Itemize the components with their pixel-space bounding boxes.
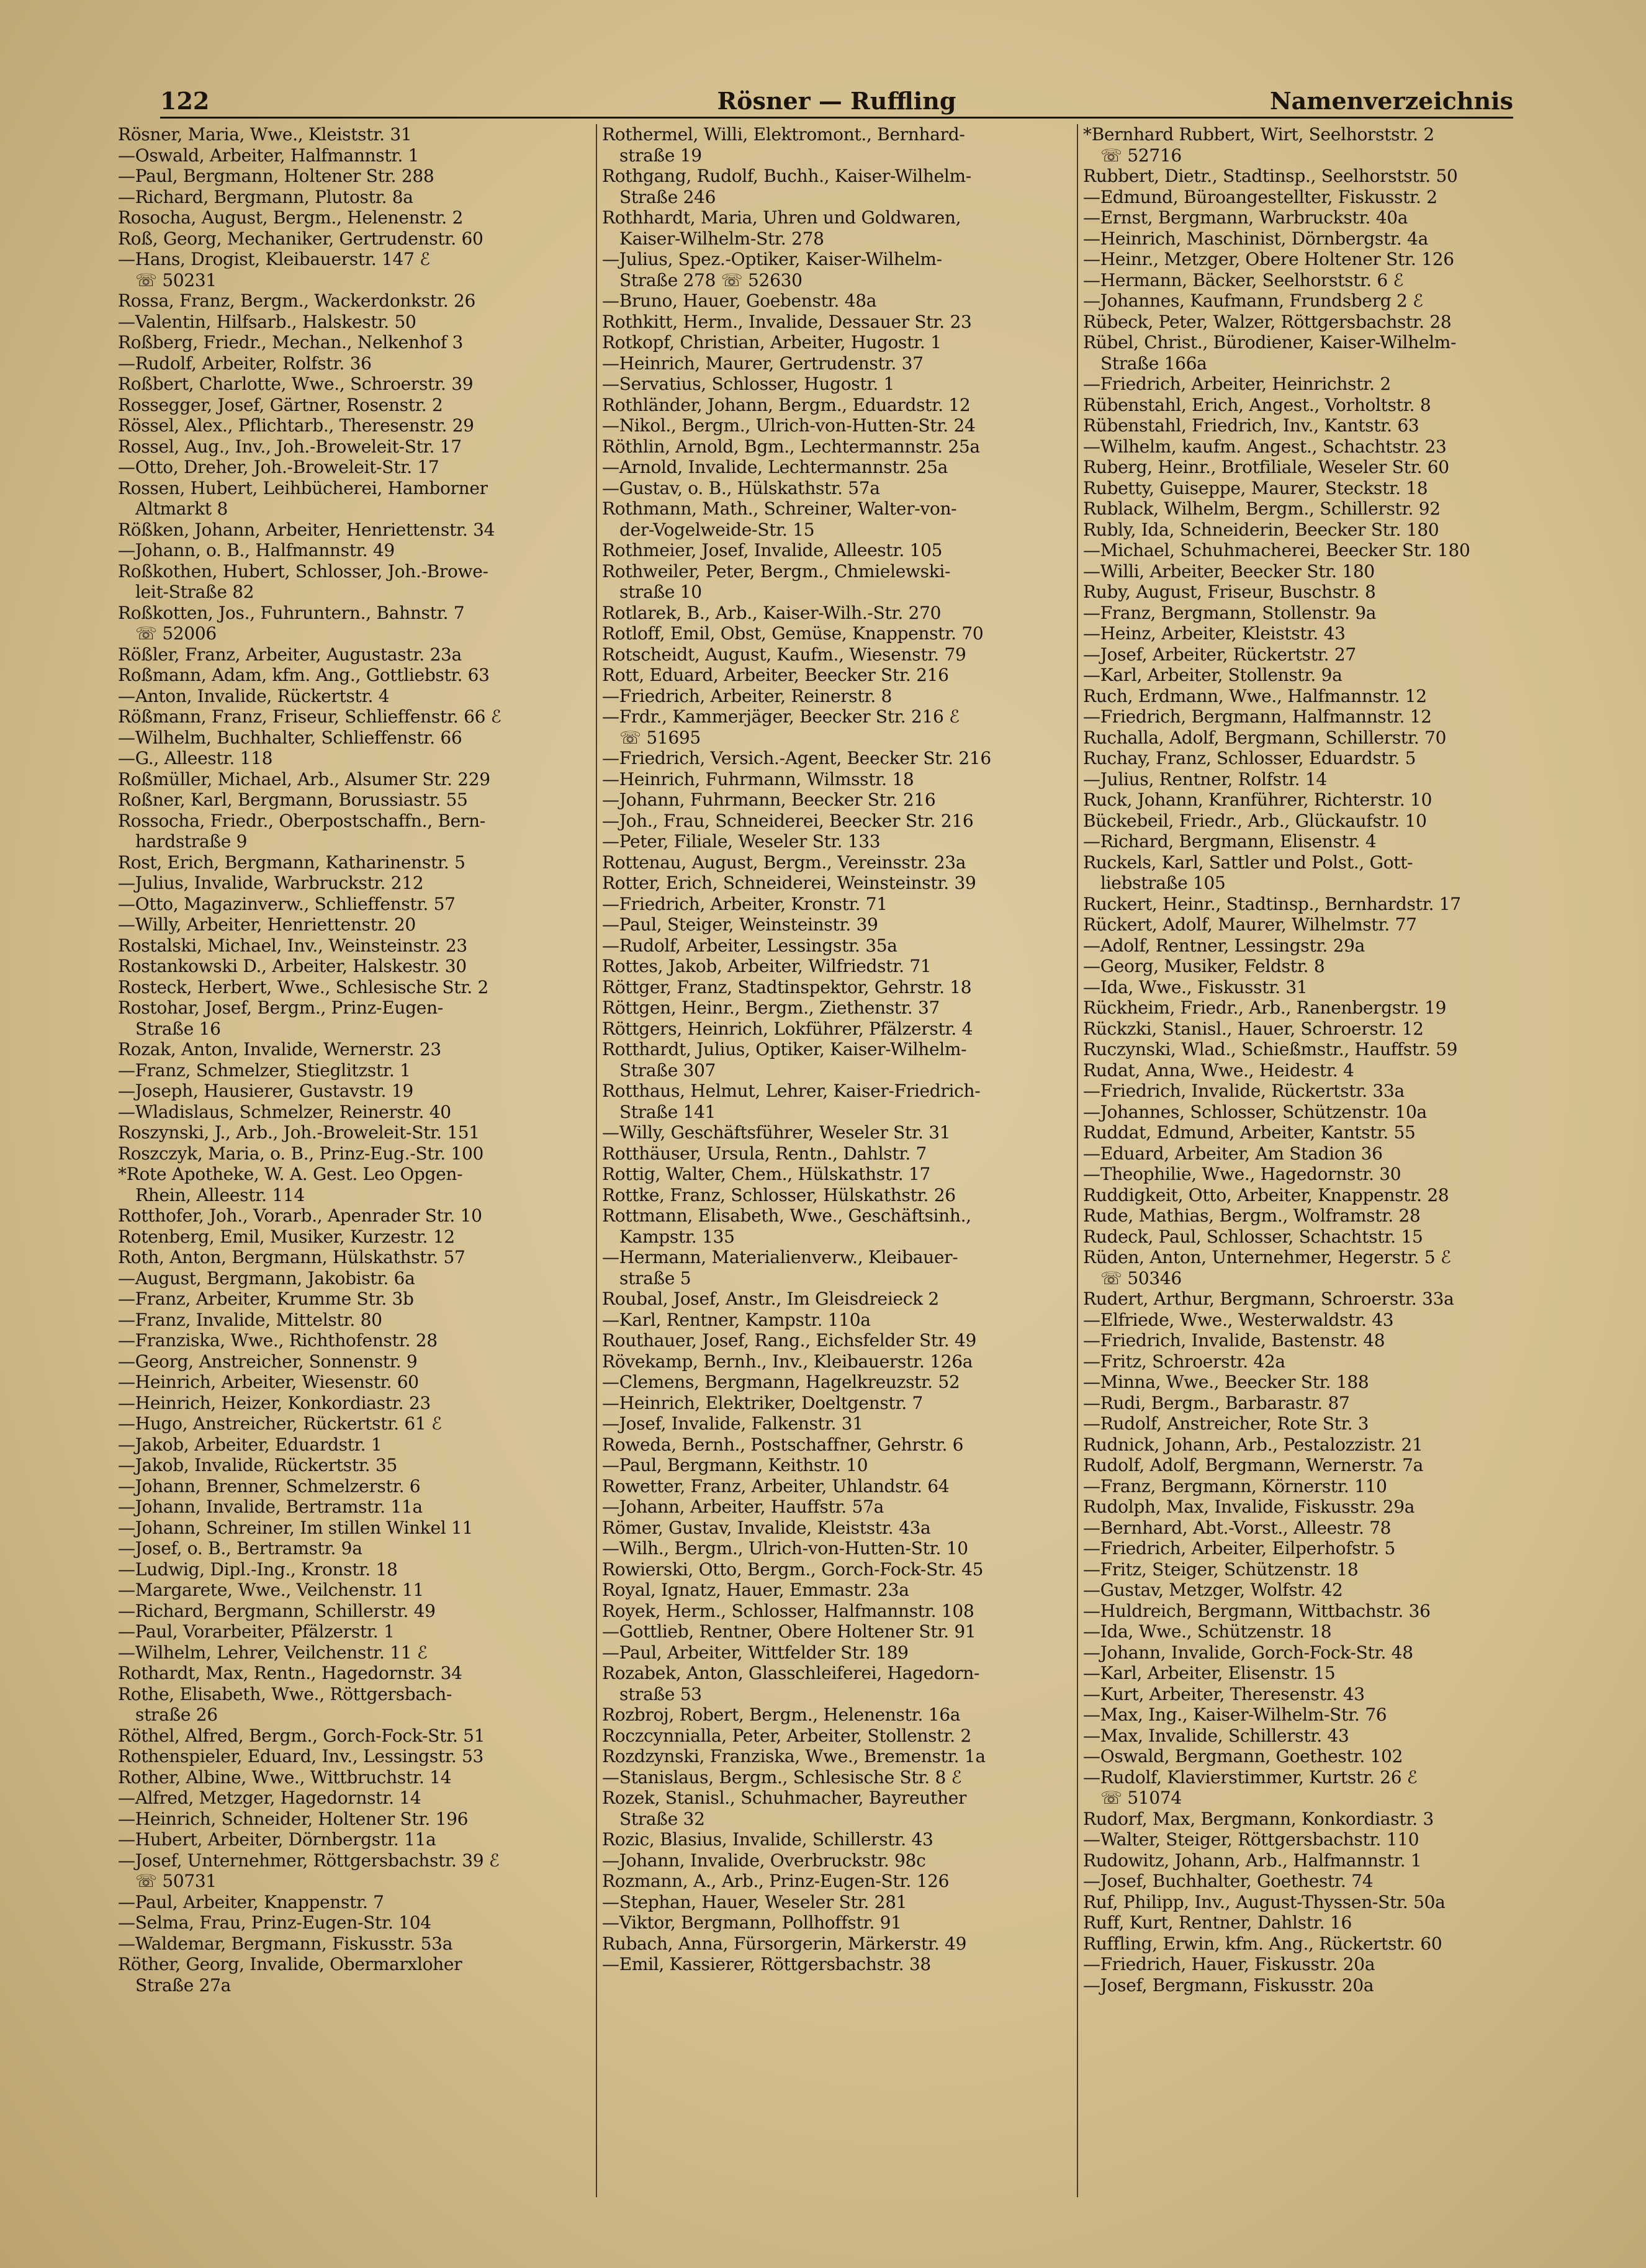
directory-entry: —Heinrich, Maurer, Gertrudenstr. 37 — [602, 353, 924, 374]
directory-entry: Rhein, Alleestr. 114 — [135, 1184, 305, 1205]
directory-entry: —Karl, Arbeiter, Elisenstr. 15 — [1083, 1663, 1336, 1683]
directory-entry: —Frdr., Kammerjäger, Beecker Str. 216 ℰ — [602, 706, 960, 727]
directory-entry: —Oswald, Arbeiter, Halfmannstr. 1 — [118, 145, 420, 166]
directory-entry: —Julius, Invalide, Warbruckstr. 212 — [118, 873, 424, 893]
directory-entry: ☏ 52716 — [1100, 145, 1182, 166]
directory-entry: Rudolf, Adolf, Bergmann, Wernerstr. 7a — [1083, 1455, 1423, 1475]
directory-entry: —Margarete, Wwe., Veilchenstr. 11 — [118, 1580, 424, 1600]
directory-entry: Rostalski, Michael, Inv., Weinsteinstr. 23 — [118, 935, 467, 956]
directory-entry: Rotloff, Emil, Obst, Gemüse, Knappenstr. 70 — [602, 623, 984, 644]
directory-entry: Rotthäuser, Ursula, Rentn., Dahlstr. 7 — [602, 1143, 927, 1164]
directory-entry: Rubly, Ida, Schneiderin, Beecker Str. 180 — [1083, 519, 1439, 540]
directory-entry: *Bernhard Rubbert, Wirt, Seelhorststr. 2 — [1083, 124, 1434, 145]
directory-entry: Rößmann, Franz, Friseur, Schlieffenstr. 66 ℰ — [118, 706, 501, 727]
directory-entry: Rüden, Anton, Unternehmer, Hegerstr. 5 ℰ — [1083, 1247, 1451, 1267]
directory-entry: Rosocha, August, Bergm., Helenenstr. 2 — [118, 207, 464, 228]
directory-entry: Ruby, August, Friseur, Buschstr. 8 — [1083, 582, 1376, 602]
directory-entry: straße 10 — [619, 582, 702, 602]
directory-entry: straße 5 — [619, 1267, 691, 1289]
directory-entry: —Rudolf, Arbeiter, Lessingstr. 35a — [602, 935, 897, 956]
directory-entry: —Hermann, Materialienverw., Kleibauer- — [602, 1247, 958, 1267]
directory-entry: Rothe, Elisabeth, Wwe., Röttgersbach- — [118, 1683, 452, 1704]
directory-entry: —Fritz, Steiger, Schützenstr. 18 — [1083, 1559, 1359, 1580]
directory-entry: —Servatius, Schlosser, Hugostr. 1 — [602, 374, 895, 394]
directory-entry: —Selma, Frau, Prinz-Eugen-Str. 104 — [118, 1912, 431, 1933]
directory-entry: Ruck, Johann, Kranführer, Richterstr. 10 — [1083, 790, 1432, 810]
directory-entry: Roszczyk, Maria, o. B., Prinz-Eug.-Str. 100 — [118, 1143, 483, 1164]
directory-entry: Rozbroj, Robert, Bergm., Helenenstr. 16a — [602, 1704, 961, 1725]
directory-entry: der-Vogelweide-Str. 15 — [619, 519, 815, 540]
column-middle — [602, 124, 1068, 2197]
directory-entry: Rozmann, A., Arb., Prinz-Eugen-Str. 126 — [602, 1871, 950, 1891]
directory-entry: Rottke, Franz, Schlosser, Hülskathstr. 26 — [602, 1184, 956, 1205]
directory-entry: Straße 278 ☏ 52630 — [619, 269, 803, 290]
name-columns — [112, 124, 1521, 2197]
directory-entry: —Heinrich, Heizer, Konkordiastr. 23 — [118, 1392, 431, 1413]
directory-entry: Rudolph, Max, Invalide, Fiskusstr. 29a — [1083, 1496, 1415, 1517]
directory-entry: Rotthofer, Joh., Vorarb., Apenrader Str. 10 — [118, 1205, 482, 1226]
directory-entry: Röttgen, Heinr., Bergm., Ziethenstr. 37 — [602, 997, 940, 1018]
directory-entry: Rottenau, August, Bergm., Vereinsstr. 23a — [602, 852, 966, 873]
directory-entry: —Heinrich, Arbeiter, Wiesenstr. 60 — [118, 1372, 419, 1392]
directory-entry: Royek, Herm., Schlosser, Halfmannstr. 108 — [602, 1600, 974, 1621]
directory-entry: Roßkotten, Jos., Fuhruntern., Bahnstr. 7 — [118, 602, 465, 623]
directory-entry: —Valentin, Hilfsarb., Halskestr. 50 — [118, 311, 416, 332]
directory-entry: —Paul, Steiger, Weinsteinstr. 39 — [602, 914, 878, 935]
directory-entry: Rückert, Adolf, Maurer, Wilhelmstr. 77 — [1083, 914, 1417, 935]
directory-entry: —Paul, Vorarbeiter, Pfälzerstr. 1 — [118, 1621, 395, 1642]
directory-entry: —Josef, Arbeiter, Rückertstr. 27 — [1083, 644, 1356, 665]
directory-entry: —Eduard, Arbeiter, Am Stadion 36 — [1083, 1143, 1383, 1164]
directory-entry: —Minna, Wwe., Beecker Str. 188 — [1083, 1372, 1369, 1392]
directory-entry: —Franz, Invalide, Mittelstr. 80 — [118, 1309, 382, 1330]
directory-entry: Straße 141 — [619, 1101, 716, 1122]
directory-entry: —Emil, Kassierer, Röttgersbachstr. 38 — [602, 1954, 931, 1974]
directory-entry: —Huldreich, Bergmann, Wittbachstr. 36 — [1083, 1600, 1431, 1621]
directory-entry: Rublack, Wilhelm, Bergm., Schillerstr. 92 — [1083, 498, 1441, 519]
directory-entry: Roth, Anton, Bergmann, Hülskathstr. 57 — [118, 1247, 465, 1267]
directory-entry: Rübel, Christ., Bürodiener, Kaiser-Wilhelm- — [1083, 332, 1457, 353]
directory-entry: —Wilh., Bergm., Ulrich-von-Hutten-Str. 10 — [602, 1538, 968, 1559]
directory-entry: —Stanislaus, Bergm., Schlesische Str. 8 ℰ — [602, 1766, 962, 1788]
directory-entry: —Anton, Invalide, Rückertstr. 4 — [118, 685, 390, 706]
directory-entry: —Friedrich, Hauer, Fiskusstr. 20a — [1083, 1954, 1375, 1974]
directory-entry: Roßner, Karl, Bergmann, Borussiastr. 55 — [118, 790, 468, 810]
directory-entry: Roczcynnialla, Peter, Arbeiter, Stollenstr. 2 — [602, 1725, 971, 1746]
directory-entry: Rossa, Franz, Bergm., Wackerdonkstr. 26 — [118, 290, 476, 311]
directory-entry: Straße 307 — [619, 1060, 716, 1081]
directory-entry: Roßmüller, Michael, Arb., Alsumer Str. 229 — [118, 768, 490, 790]
directory-entry: —Hermann, Bäcker, Seelhorststr. 6 ℰ — [1083, 269, 1404, 290]
directory-entry: —Heinr., Metzger, Obere Holtener Str. 126 — [1083, 249, 1454, 269]
directory-entry: leit-Straße 82 — [135, 582, 254, 602]
directory-entry: Rößler, Franz, Arbeiter, Augustastr. 23a — [118, 644, 462, 665]
directory-entry: —Bernhard, Abt.-Vorst., Alleestr. 78 — [1083, 1517, 1392, 1538]
directory-entry: Rowetter, Franz, Arbeiter, Uhlandstr. 64 — [602, 1475, 950, 1496]
directory-entry: Rozek, Stanisl., Schuhmacher, Bayreuther — [602, 1788, 967, 1808]
directory-entry: Rubbert, Dietr., Stadtinsp., Seelhorststr. 50 — [1083, 166, 1458, 186]
directory-entry: Roßmann, Adam, kfm. Ang., Gottliebstr. 63 — [118, 665, 490, 685]
page-number: 122 — [160, 87, 210, 115]
directory-entry: —Viktor, Bergmann, Pollhoffstr. 91 — [602, 1912, 902, 1933]
directory-entry: —Johann, Fuhrmann, Beecker Str. 216 — [602, 790, 936, 810]
directory-entry: Röther, Georg, Invalide, Obermarxloher — [118, 1954, 462, 1974]
directory-entry: Rossel, Aug., Inv., Joh.-Broweleit-Str. 17 — [118, 436, 462, 457]
directory-entry: —Julius, Rentner, Rolfstr. 14 — [1083, 768, 1327, 790]
directory-entry: —Karl, Rentner, Kampstr. 110a — [602, 1309, 871, 1330]
directory-entry: Ruchalla, Adolf, Bergmann, Schillerstr. 70 — [1083, 727, 1447, 748]
directory-entry: —Georg, Anstreicher, Sonnenstr. 9 — [118, 1351, 418, 1372]
directory-entry: —Josef, o. B., Bertramstr. 9a — [118, 1538, 362, 1559]
directory-entry: Rothländer, Johann, Bergm., Eduardstr. 12 — [602, 394, 971, 415]
directory-entry: Routhauer, Josef, Rang., Eichsfelder Str. 49 — [602, 1330, 977, 1351]
directory-entry: Rotlarek, B., Arb., Kaiser-Wilh.-Str. 270 — [602, 602, 942, 623]
directory-entry: —Max, Ing., Kaiser-Wilhelm-Str. 76 — [1083, 1704, 1387, 1725]
directory-entry: —Stephan, Hauer, Weseler Str. 281 — [602, 1891, 907, 1912]
directory-entry: —Peter, Filiale, Weseler Str. 133 — [602, 831, 881, 852]
directory-entry: —Friedrich, Arbeiter, Heinrichstr. 2 — [1083, 374, 1391, 394]
directory-entry: Rozak, Anton, Invalide, Wernerstr. 23 — [118, 1039, 441, 1060]
directory-entry: —Franz, Arbeiter, Krumme Str. 3b — [118, 1289, 414, 1309]
directory-entry: Rubetty, Guiseppe, Maurer, Steckstr. 18 — [1083, 477, 1428, 498]
directory-entry: —Elfriede, Wwe., Westerwaldstr. 43 — [1083, 1309, 1394, 1330]
directory-entry: Rottmann, Elisabeth, Wwe., Geschäftsinh., — [602, 1205, 971, 1226]
directory-entry: —Ludwig, Dipl.-Ing., Kronstr. 18 — [118, 1559, 398, 1580]
directory-entry: Ruczynski, Wlad., Schießmstr., Hauffstr. 59 — [1083, 1039, 1458, 1060]
directory-entry: —Josef, Unternehmer, Röttgersbachstr. 39 ℰ — [118, 1850, 500, 1871]
directory-entry: —Johann, o. B., Halfmannstr. 49 — [118, 540, 395, 560]
directory-entry: —Richard, Bergmann, Schillerstr. 49 — [118, 1600, 436, 1621]
directory-entry: Royal, Ignatz, Hauer, Emmastr. 23a — [602, 1580, 909, 1600]
directory-entry: —Rudolf, Klavierstimmer, Kurtstr. 26 ℰ — [1083, 1766, 1418, 1788]
directory-entry: —Heinrich, Fuhrmann, Wilmsstr. 18 — [602, 768, 914, 790]
directory-entry: Roßbert, Charlotte, Wwe., Schroerstr. 39 — [118, 374, 474, 394]
directory-entry: —Max, Invalide, Schillerstr. 43 — [1083, 1725, 1349, 1746]
directory-entry: Kampstr. 135 — [619, 1226, 735, 1247]
directory-entry: —Fritz, Schroerstr. 42a — [1083, 1351, 1285, 1372]
directory-entry: —Otto, Magazinverw., Schlieffenstr. 57 — [118, 893, 456, 914]
directory-entry: Rudowitz, Johann, Arb., Halfmannstr. 1 — [1083, 1850, 1422, 1871]
directory-entry: ☏ 52006 — [135, 623, 217, 644]
directory-entry: Ruch, Erdmann, Wwe., Halfmannstr. 12 — [1083, 685, 1427, 706]
directory-entry: —Otto, Dreher, Joh.-Broweleit-Str. 17 — [118, 457, 439, 477]
directory-entry: Rothenspieler, Eduard, Inv., Lessingstr. 53 — [118, 1746, 484, 1766]
directory-entry: Römer, Gustav, Invalide, Kleiststr. 43a — [602, 1517, 931, 1538]
directory-entry: —Willi, Arbeiter, Beecker Str. 180 — [1083, 560, 1375, 582]
directory-entry: Ruckert, Heinr., Stadtinsp., Bernhardstr. 17 — [1083, 893, 1461, 914]
directory-entry: —Paul, Arbeiter, Knappenstr. 7 — [118, 1891, 384, 1912]
directory-entry: Rostankowski D., Arbeiter, Halskestr. 30 — [118, 956, 467, 976]
directory-entry: —Clemens, Bergmann, Hagelkreuzstr. 52 — [602, 1372, 960, 1392]
directory-entry: —August, Bergmann, Jakobistr. 6a — [118, 1267, 415, 1289]
directory-entry: Straße 27a — [135, 1974, 232, 1996]
directory-entry: Rotscheidt, August, Kaufm., Wiesenstr. 79 — [602, 644, 966, 665]
directory-entry: Rübeck, Peter, Walzer, Röttgersbachstr. 28 — [1083, 311, 1452, 332]
directory-entry: Rudert, Arthur, Bergmann, Schroerstr. 33a — [1083, 1289, 1454, 1309]
directory-entry: Rövekamp, Bernh., Inv., Kleibauerstr. 126a — [602, 1351, 973, 1372]
directory-entry: —Johann, Brenner, Schmelzerstr. 6 — [118, 1475, 421, 1496]
directory-entry: Rothmeier, Josef, Invalide, Alleestr. 105 — [602, 540, 943, 560]
column-left — [118, 124, 593, 2197]
directory-entry: —Heinrich, Elektriker, Doeltgenstr. 7 — [602, 1392, 924, 1413]
directory-entry: Röttger, Franz, Stadtinspektor, Gehrstr. 18 — [602, 976, 972, 997]
directory-entry: —Friedrich, Arbeiter, Kronstr. 71 — [602, 893, 888, 914]
directory-entry: Rotenberg, Emil, Musiker, Kurzestr. 12 — [118, 1226, 455, 1247]
directory-entry: Straße 166a — [1100, 353, 1207, 374]
directory-entry: ☏ 51695 — [619, 727, 701, 748]
directory-entry: —Richard, Bergmann, Elisenstr. 4 — [1083, 831, 1377, 852]
directory-entry: Ruberg, Heinr., Brotfiliale, Weseler Str. 60 — [1083, 457, 1449, 477]
directory-entry: —Friedrich, Versich.-Agent, Beecker Str. 216 — [602, 748, 991, 768]
directory-entry: —Wilhelm, Lehrer, Veilchenstr. 11 ℰ — [118, 1642, 428, 1663]
directory-entry: liebstraße 105 — [1100, 873, 1226, 893]
directory-entry: —Adolf, Rentner, Lessingstr. 29a — [1083, 935, 1365, 956]
directory-entry: —Oswald, Bergmann, Goethestr. 102 — [1083, 1746, 1403, 1766]
directory-entry: Rudeck, Paul, Schlosser, Schachtstr. 15 — [1083, 1226, 1423, 1247]
directory-entry: Rösner, Maria, Wwe., Kleiststr. 31 — [118, 124, 412, 145]
directory-entry: —Gustav, o. B., Hülskathstr. 57a — [602, 477, 880, 498]
directory-entry: —Franziska, Wwe., Richthofenstr. 28 — [118, 1330, 438, 1351]
directory-entry: —Gottlieb, Rentner, Obere Holtener Str. 91 — [602, 1621, 976, 1642]
directory-entry: —Franz, Schmelzer, Stieglitzstr. 1 — [118, 1060, 411, 1081]
directory-entry: —Kurt, Arbeiter, Theresenstr. 43 — [1083, 1683, 1365, 1704]
directory-entry: hardstraße 9 — [135, 831, 248, 852]
directory-entry: —Wladislaus, Schmelzer, Reinerstr. 40 — [118, 1101, 451, 1122]
directory-entry: —Willy, Arbeiter, Henriettenstr. 20 — [118, 914, 416, 935]
directory-entry: —Hans, Drogist, Kleibauerstr. 147 ℰ — [118, 249, 430, 269]
directory-entry: —Friedrich, Arbeiter, Reinerstr. 8 — [602, 685, 893, 706]
directory-entry: Rothhardt, Maria, Uhren und Goldwaren, — [602, 207, 961, 228]
directory-entry: —Franz, Bergmann, Körnerstr. 110 — [1083, 1475, 1387, 1496]
directory-entry: Rothmann, Math., Schreiner, Walter-von- — [602, 498, 957, 519]
directory-entry: ☏ 50346 — [1100, 1267, 1182, 1289]
directory-entry: Rosteck, Herbert, Wwe., Schlesische Str. 2 — [118, 976, 488, 997]
directory-entry: —Paul, Arbeiter, Wittfelder Str. 189 — [602, 1642, 909, 1663]
directory-entry: Straße 32 — [619, 1808, 705, 1829]
directory-entry: —Joh., Frau, Schneiderei, Beecker Str. 216 — [602, 810, 974, 831]
directory-entry: Röttgers, Heinrich, Lokführer, Pfälzerstr. 4 — [602, 1018, 973, 1039]
directory-entry: —Richard, Bergmann, Plutostr. 8a — [118, 186, 413, 207]
directory-entry: —Joseph, Hausierer, Gustavstr. 19 — [118, 1081, 413, 1101]
directory-entry: —Georg, Musiker, Feldstr. 8 — [1083, 956, 1325, 976]
directory-entry: —Friedrich, Invalide, Bastenstr. 48 — [1083, 1330, 1385, 1351]
directory-entry: —Paul, Bergmann, Keithstr. 10 — [602, 1455, 868, 1475]
directory-entry: Röthlin, Arnold, Bgm., Lechtermannstr. 25a — [602, 436, 980, 457]
directory-entry: Rubach, Anna, Fürsorgerin, Märkerstr. 49 — [602, 1933, 967, 1954]
directory-entry: Rothardt, Max, Rentn., Hagedornstr. 34 — [118, 1663, 462, 1683]
directory-entry: —Waldemar, Bergmann, Fiskusstr. 53a — [118, 1933, 453, 1954]
directory-entry: —Ida, Wwe., Schützenstr. 18 — [1083, 1621, 1332, 1642]
directory-entry: Rude, Mathias, Bergm., Wolframstr. 28 — [1083, 1205, 1421, 1226]
directory-entry: Kaiser-Wilhelm-Str. 278 — [619, 228, 824, 249]
directory-entry: —Johann, Arbeiter, Hauffstr. 57a — [602, 1496, 884, 1517]
directory-entry: Rotkopf, Christian, Arbeiter, Hugostr. 1 — [602, 332, 942, 353]
directory-entry: —G., Alleestr. 118 — [118, 748, 273, 768]
directory-entry: Rott, Eduard, Arbeiter, Beecker Str. 216 — [602, 665, 949, 685]
directory-entry: —Johann, Schreiner, Im stillen Winkel 11 — [118, 1517, 473, 1538]
directory-entry: Rößken, Johann, Arbeiter, Henriettenstr. 34 — [118, 519, 495, 540]
directory-entry: —Hugo, Anstreicher, Rückertstr. 61 ℰ — [118, 1413, 442, 1434]
directory-entry: —Josef, Invalide, Falkenstr. 31 — [602, 1413, 863, 1434]
directory-entry: —Franz, Bergmann, Stollenstr. 9a — [1083, 602, 1377, 623]
directory-entry: —Gustav, Metzger, Wolfstr. 42 — [1083, 1580, 1343, 1600]
directory-entry: —Nikol., Bergm., Ulrich-von-Hutten-Str. 24 — [602, 415, 976, 436]
directory-entry: Rothermel, Willi, Elektromont., Bernhard- — [602, 124, 965, 145]
directory-entry: —Friedrich, Bergmann, Halfmannstr. 12 — [1083, 706, 1432, 727]
directory-entry: Rother, Albine, Wwe., Wittbruchstr. 14 — [118, 1766, 452, 1788]
section-title: Namenverzeichnis — [1269, 87, 1513, 115]
directory-entry: Rostohar, Josef, Bergm., Prinz-Eugen- — [118, 997, 443, 1018]
directory-entry: Ruff, Kurt, Rentner, Dahlstr. 16 — [1083, 1912, 1352, 1933]
directory-entry: Rückheim, Friedr., Arb., Ranenbergstr. 19 — [1083, 997, 1447, 1018]
directory-entry: —Josef, Bergmann, Fiskusstr. 20a — [1083, 1974, 1374, 1996]
directory-entry: —Michael, Schuhmacherei, Beecker Str. 180 — [1083, 540, 1470, 560]
directory-entry: Rothkitt, Herm., Invalide, Dessauer Str. 23 — [602, 311, 972, 332]
directory-entry: Bückebeil, Friedr., Arb., Glückaufstr. 10 — [1083, 810, 1427, 831]
directory-entry: Rost, Erich, Bergmann, Katharinenstr. 5 — [118, 852, 465, 873]
directory-entry: Roß, Georg, Mechaniker, Gertrudenstr. 60 — [118, 228, 483, 249]
directory-entry: —Hubert, Arbeiter, Dörnbergstr. 11a — [118, 1829, 436, 1850]
directory-entry: Rozabek, Anton, Glasschleiferei, Hagedorn- — [602, 1663, 980, 1683]
page-header — [160, 87, 1513, 119]
directory-entry: Ruckels, Karl, Sattler und Polst., Gott- — [1083, 852, 1413, 873]
directory-entry: Straße 246 — [619, 186, 716, 207]
directory-entry: Rossen, Hubert, Leihbücherei, Hamborner — [118, 477, 488, 498]
directory-entry: —Johann, Invalide, Overbruckstr. 98c — [602, 1850, 926, 1871]
directory-entry: Rottes, Jakob, Arbeiter, Wilfriedstr. 71 — [602, 956, 932, 976]
directory-entry: —Julius, Spez.-Optiker, Kaiser-Wilhelm- — [602, 249, 942, 269]
directory-entry: —Johann, Invalide, Gorch-Fock-Str. 48 — [1083, 1642, 1413, 1663]
directory-entry: Ruffling, Erwin, kfm. Ang., Rückertstr. 60 — [1083, 1933, 1442, 1954]
directory-entry: ☏ 50231 — [135, 269, 217, 290]
directory-entry: Roszynski, J., Arb., Joh.-Broweleit-Str. 151 — [118, 1122, 480, 1143]
directory-entry: ☏ 51074 — [1100, 1788, 1182, 1808]
directory-entry: —Rudolf, Arbeiter, Rolfstr. 36 — [118, 353, 372, 374]
directory-entry: —Edmund, Büroangestellter, Fiskusstr. 2 — [1083, 186, 1437, 207]
directory-entry: Rottig, Walter, Chem., Hülskathstr. 17 — [602, 1164, 931, 1184]
directory-entry: Rössel, Alex., Pflichtarb., Theresenstr. 29 — [118, 415, 474, 436]
directory-entry: straße 53 — [619, 1683, 702, 1704]
directory-entry: *Rote Apotheke, W. A. Gest. Leo Opgen- — [118, 1164, 463, 1184]
directory-entry: —Heinz, Arbeiter, Kleiststr. 43 — [1083, 623, 1346, 644]
directory-entry: —Paul, Bergmann, Holtener Str. 288 — [118, 166, 434, 186]
directory-entry: —Johannes, Kaufmann, Frundsberg 2 ℰ — [1083, 290, 1423, 311]
directory-entry: —Walter, Steiger, Röttgersbachstr. 110 — [1083, 1829, 1419, 1850]
directory-entry: Rossegger, Josef, Gärtner, Rosenstr. 2 — [118, 394, 443, 415]
directory-entry: —Jakob, Arbeiter, Eduardstr. 1 — [118, 1434, 382, 1455]
directory-entry: straße 19 — [619, 145, 702, 166]
directory-entry: Ruddigkeit, Otto, Arbeiter, Knappenstr. 28 — [1083, 1184, 1449, 1205]
directory-entry: —Willy, Geschäftsführer, Weseler Str. 31 — [602, 1122, 951, 1143]
directory-entry: Rückzki, Stanisl., Hauer, Schroerstr. 12 — [1083, 1018, 1424, 1039]
page-title: Rösner — Ruffling — [717, 87, 956, 115]
directory-entry: Rotthardt, Julius, Optiker, Kaiser-Wilhelm- — [602, 1039, 967, 1060]
directory-entry: —Heinrich, Schneider, Holtener Str. 196 — [118, 1808, 469, 1829]
directory-entry: —Ernst, Bergmann, Warbruckstr. 40a — [1083, 207, 1408, 228]
directory-entry: Rowierski, Otto, Bergm., Gorch-Fock-Str. 45 — [602, 1559, 984, 1580]
directory-entry: Rübenstahl, Friedrich, Inv., Kantstr. 63 — [1083, 415, 1419, 436]
directory-entry: Rübenstahl, Erich, Angest., Vorholtstr. 8 — [1083, 394, 1431, 415]
directory-entry: —Theophilie, Wwe., Hagedornstr. 30 — [1083, 1164, 1401, 1184]
directory-entry: —Ida, Wwe., Fiskusstr. 31 — [1083, 976, 1308, 997]
directory-entry: Straße 16 — [135, 1018, 221, 1039]
column-right — [1083, 124, 1521, 2197]
directory-entry: —Rudolf, Anstreicher, Rote Str. 3 — [1083, 1413, 1369, 1434]
directory-entry: Rudnick, Johann, Arb., Pestalozzistr. 21 — [1083, 1434, 1423, 1455]
directory-entry: Rossocha, Friedr., Oberpostschaffn., Bern- — [118, 810, 485, 831]
directory-entry: Ruchay, Franz, Schlosser, Eduardstr. 5 — [1083, 748, 1416, 768]
directory-entry: —Wilhelm, kaufm. Angest., Schachtstr. 23 — [1083, 436, 1447, 457]
directory-entry: Rotter, Erich, Schneiderei, Weinsteinstr. 39 — [602, 873, 976, 893]
directory-entry: Rudat, Anna, Wwe., Heidestr. 4 — [1083, 1060, 1354, 1081]
directory-entry: straße 26 — [135, 1704, 218, 1725]
directory-entry: ☏ 50731 — [135, 1871, 217, 1891]
directory-entry: Rothgang, Rudolf, Buchh., Kaiser-Wilhelm- — [602, 166, 971, 186]
directory-entry: —Johann, Invalide, Bertramstr. 11a — [118, 1496, 423, 1517]
directory-entry: Rothweiler, Peter, Bergm., Chmielewski- — [602, 560, 951, 582]
directory-entry: —Friedrich, Invalide, Rückertstr. 33a — [1083, 1081, 1405, 1101]
directory-entry: —Friedrich, Arbeiter, Eilperhofstr. 5 — [1083, 1538, 1396, 1559]
directory-entry: —Jakob, Invalide, Rückertstr. 35 — [118, 1455, 398, 1475]
directory-entry: Rotthaus, Helmut, Lehrer, Kaiser-Friedrich- — [602, 1081, 981, 1101]
directory-entry: Ruf, Philipp, Inv., August-Thyssen-Str. 50a — [1083, 1891, 1446, 1912]
directory-entry: Roßberg, Friedr., Mechan., Nelkenhof 3 — [118, 332, 464, 353]
directory-entry: —Karl, Arbeiter, Stollenstr. 9a — [1083, 665, 1342, 685]
directory-entry: —Arnold, Invalide, Lechtermannstr. 25a — [602, 457, 948, 477]
directory-entry: Rozic, Blasius, Invalide, Schillerstr. 43 — [602, 1829, 933, 1850]
directory-entry: Rozdzynski, Franziska, Wwe., Bremenstr. 1a — [602, 1746, 986, 1766]
directory-entry: —Johannes, Schlosser, Schützenstr. 10a — [1083, 1101, 1427, 1122]
directory-entry: —Josef, Buchhalter, Goethestr. 74 — [1083, 1871, 1374, 1891]
directory-entry: Rudorf, Max, Bergmann, Konkordiastr. 3 — [1083, 1808, 1434, 1829]
directory-entry: Roßkothen, Hubert, Schlosser, Joh.-Browe- — [118, 560, 488, 582]
directory-entry: —Heinrich, Maschinist, Dörnbergstr. 4a — [1083, 228, 1429, 249]
directory-entry: Roubal, Josef, Anstr., Im Gleisdreieck 2 — [602, 1289, 939, 1309]
directory-entry: Roweda, Bernh., Postschaffner, Gehrstr. 6 — [602, 1434, 964, 1455]
directory-entry: Altmarkt 8 — [135, 498, 228, 519]
directory-entry: —Alfred, Metzger, Hagedornstr. 14 — [118, 1788, 421, 1808]
directory-entry: Ruddat, Edmund, Arbeiter, Kantstr. 55 — [1083, 1122, 1416, 1143]
directory-entry: —Rudi, Bergm., Barbarastr. 87 — [1083, 1392, 1350, 1413]
directory-entry: Röthel, Alfred, Bergm., Gorch-Fock-Str. 51 — [118, 1725, 485, 1746]
directory-entry: —Wilhelm, Buchhalter, Schlieffenstr. 66 — [118, 727, 462, 748]
directory-entry: —Bruno, Hauer, Goebenstr. 48a — [602, 290, 877, 311]
